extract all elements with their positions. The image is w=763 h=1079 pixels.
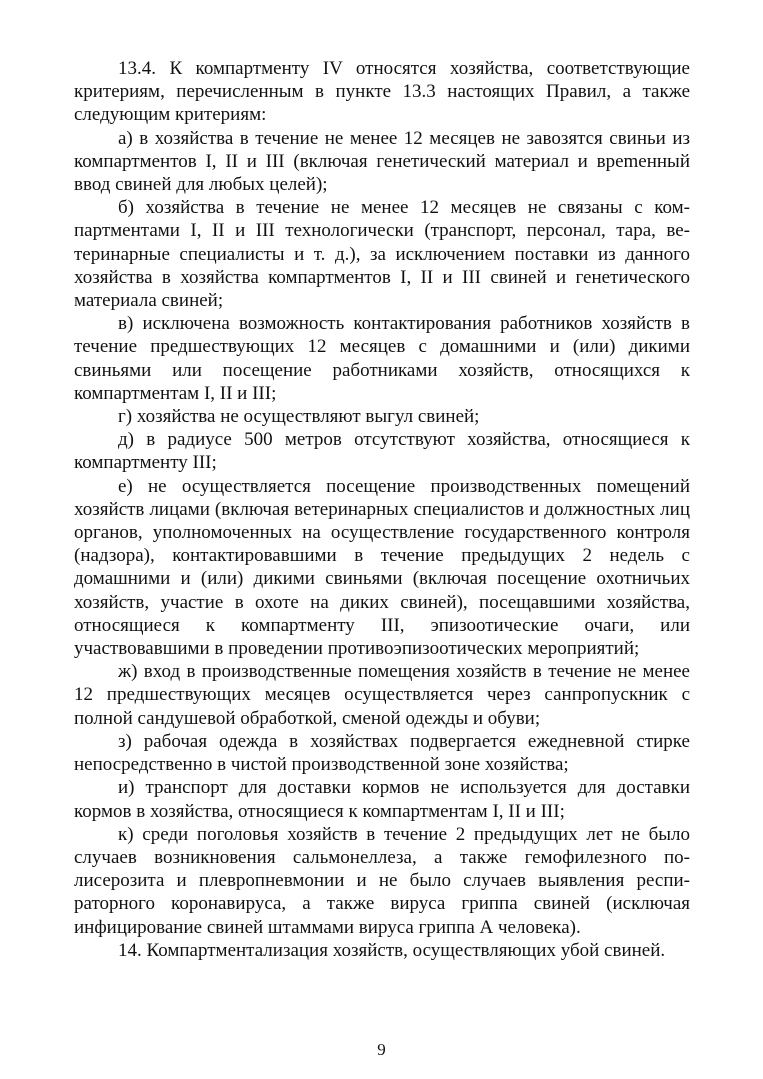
criterion-zh: ж) вход в производственные помещения хозяйств в течение не менее 12 предшествующих месяцев осуществляется через санпропускник с полной сандушевой обработкой, сменой одежды и обуви;: [74, 661, 690, 729]
criterion-a: а) в хозяйства в течение не менее 12 месяцев не завозятся свиньи из компартментов I, II и III (включая генетический материал и вреmенный ввод свиней для любых целей);: [74, 127, 690, 196]
criterion-e: е) не осуществляется посещение производственных помещений хозяйств лицами (включая ветеринарных специалистов и должностных лиц органов, уполномоченных на осуществление государственного контроля (надзора), контактировавшими в течение предыдущих 2 недель с домашними и (или) дикими свиньями (включая посещение охотничьих хозяйств, участие в охоте на диких свиней), посещавшими хозяйства, относящиеся к компартменту III, эпизоотические очаги, или участвовавшими в проведении противоэпизоотических мероприятий;: [74, 475, 690, 660]
paragraph-13-4: 13.4. К компартменту IV относятся хозяйства, соответствующие критериям, перечисленным в пункте 13.3 настоящих Правил, а также следующим критериям:: [74, 58, 690, 126]
criterion-v: в) исключена возможность контактирования работников хозяйств в течение предшествующих 12 месяцев с домашними и (или) дикими свиньями или посещение работниками хозяйств, относящихся к компартментам I, II и III;: [74, 313, 690, 404]
criterion-d: д) в радиусе 500 метров отсутствуют хозяйства, относящиеся к компартменту III;: [74, 429, 690, 474]
criterion-i: и) транспорт для доставки кормов не используется для доставки кормов в хозяйства, относящиеся к компартментам I, II и III;: [74, 777, 690, 822]
criterion-k: к) среди поголовья хозяйств в течение 2 предыдущих лет не было случаев возникновения сальмонеллеза, а также гемофилезного полисерозита и плевропневмонии и не было случаев выявления респираторного коронавируса, а также вируса гриппа свиней (исключая инфицирование свиней штаммами вируса гриппа А человека).: [74, 823, 690, 938]
page-number: 9: [377, 1040, 386, 1059]
criterion-g: г) хозяйства не осуществляют выгул свиней;: [118, 406, 480, 428]
criterion-b: б) хозяйства в течение не менее 12 месяцев не связаны с компартментами I, II и III технологически (транспорт, персонал, тара, ветеринарные специалисты и т. д.), за исключением поставки из данного хозяйства в хозяйства компартментов I, II и III свиней и генетического материала свиней;: [74, 197, 690, 312]
criterion-z: з) рабочая одежда в хозяйствах подвергается ежедневной стирке непосредственно в чистой производственной зоне хозяйства;: [74, 730, 690, 776]
document-body: [74, 57, 690, 962]
paragraph-14: 14. Компартментализация хозяйств, осуществляющих убой свиней.: [118, 939, 666, 961]
